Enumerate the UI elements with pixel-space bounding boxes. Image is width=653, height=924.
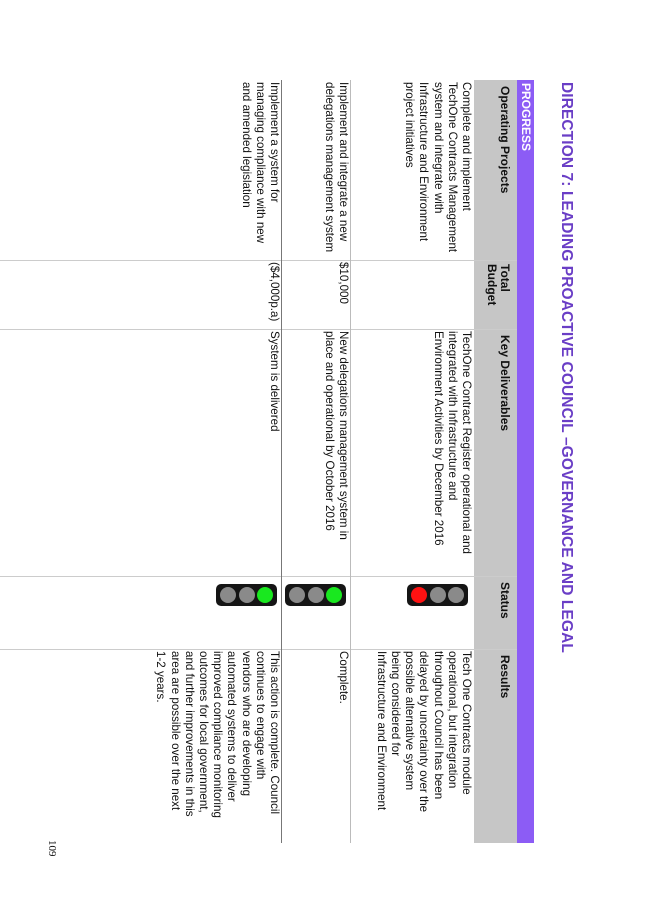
column-divider — [0, 329, 517, 330]
row3-project: Implement a system for managing compliance with new and amended legislation — [239, 82, 281, 244]
page-number: 109 — [46, 840, 58, 857]
traffic-lamp-middle — [430, 587, 446, 603]
traffic-lamp-top — [257, 587, 273, 603]
header-results — [474, 649, 517, 843]
traffic-lamp-top — [326, 587, 342, 603]
traffic-lamp-middle — [239, 587, 255, 603]
column-divider — [0, 576, 517, 577]
header-key-deliverables-label: Key Deliverables — [498, 335, 512, 432]
row1-project: Complete and implement TechOne Contracts Management system and integrate with Infrastructure and Environment project initiatives — [403, 82, 473, 253]
column-divider — [0, 649, 517, 650]
header-status — [474, 576, 517, 649]
row1-deliverable: TechOne Contract Register operational and integrated with Infrastructure and Environment Activities by December 2016 — [431, 331, 473, 554]
traffic-light-icon — [407, 584, 468, 606]
row-divider — [281, 80, 282, 843]
traffic-lamp-bottom — [220, 587, 236, 603]
progress-band-label: PROGRESS — [519, 83, 533, 152]
traffic-light-icon — [285, 584, 346, 606]
row3-deliverable: System is delivered — [268, 331, 281, 432]
row2-budget: $10,000 — [337, 262, 350, 304]
header-results-label: Results — [498, 655, 512, 699]
column-divider — [0, 260, 517, 261]
row2-project: Implement and integrate a new delegations management system — [322, 82, 350, 253]
header-status-label: Status — [498, 582, 512, 619]
row1-result: Tech One Contracts module operational, but integration throughout Council has been delayed by uncertainty over the possible alternative system being considered for Infrastructure and Environment — [374, 651, 473, 813]
header-total-budget-label: Total Budget — [485, 264, 512, 306]
page-title: DIRECTION 7: LEADING PROACTIVE COUNCIL –GOVERNANCE AND LEGAL — [558, 82, 575, 653]
header-operating-projects-label: Operating Projects — [498, 86, 512, 194]
traffic-lamp-bottom — [289, 587, 305, 603]
progress-band — [517, 80, 534, 843]
row2-deliverable: New delegations management system in place and operational by October 2016 — [322, 331, 350, 540]
traffic-lamp-top — [448, 587, 464, 603]
row3-budget: ($4,000p.a) — [268, 262, 281, 322]
traffic-lamp-middle — [308, 587, 324, 603]
traffic-light-icon — [216, 584, 277, 606]
row-divider — [350, 80, 351, 843]
header-operating-projects — [474, 80, 517, 260]
row3-result: This action is complete. Council continues to engage with vendors who are developing automated systems to deliver improved compliance monitoring outcomes for local government, and further improvements in this area are possible over the next 1-2 years. — [154, 651, 281, 818]
row2-result: Complete. — [337, 651, 350, 704]
traffic-lamp-bottom — [411, 587, 427, 603]
header-total-budget — [474, 260, 517, 329]
header-key-deliverables — [474, 329, 517, 576]
